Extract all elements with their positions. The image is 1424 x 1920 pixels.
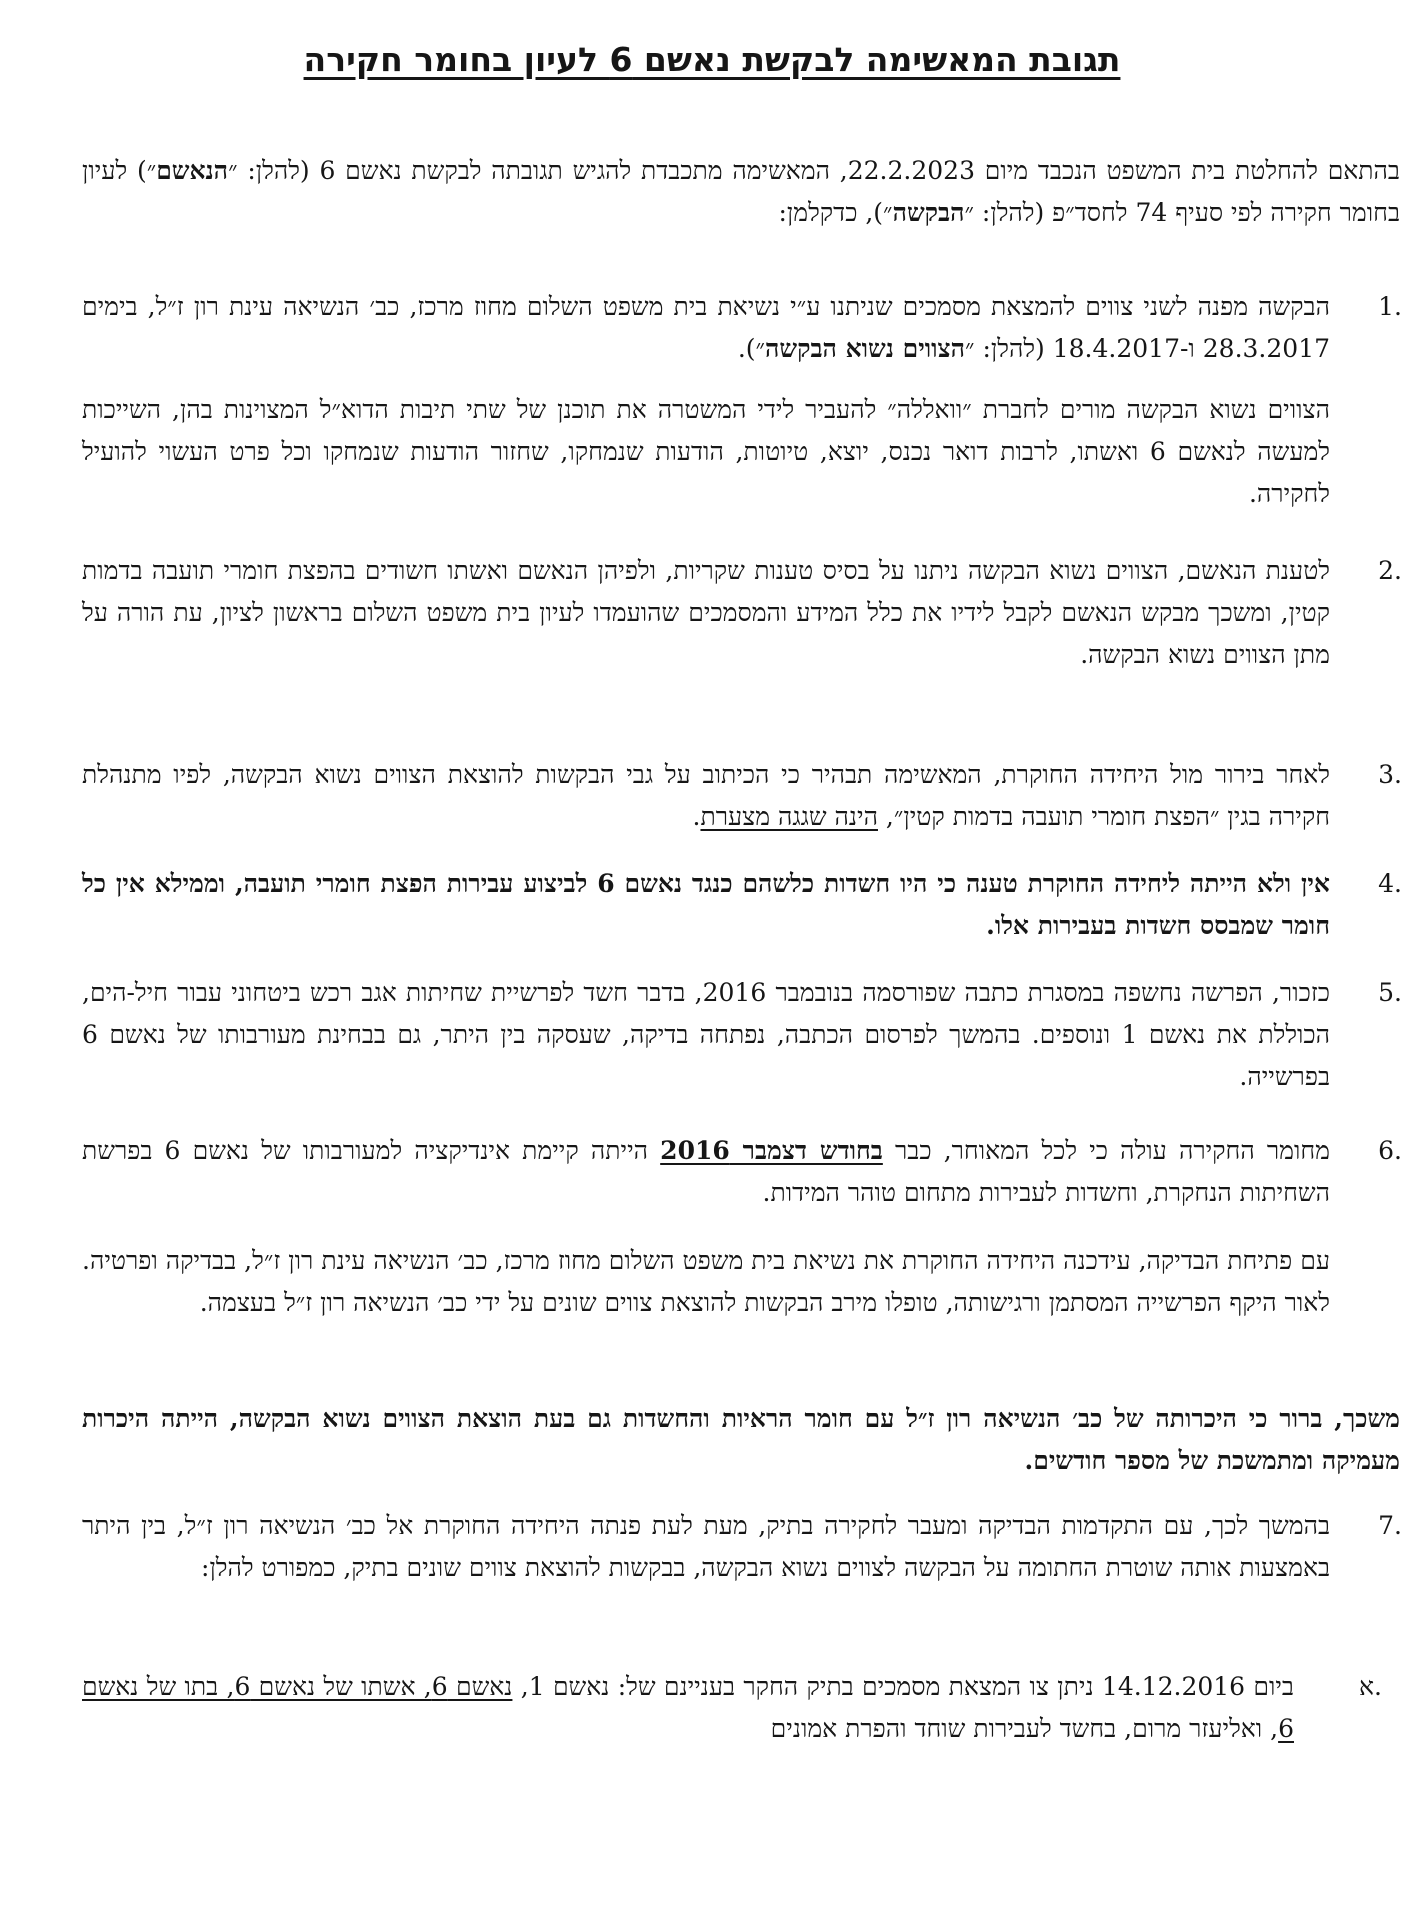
item-number: 5. (1378, 978, 1402, 1007)
section-item-1 (82, 286, 1400, 370)
item-6-continuation-1: עם פתיחת הבדיקה, עידכנה היחידה החוקרת את נשיאת בית משפט השלום מחוז מרכז, כב׳ הנשיאה עינת רון ז״ל, בבדיקה ופרטיה. לאור היקף הפרשייה המסתמן ורגישותה, טופלו מירב הבקשות להוצאת צווים שונים על ידי כב׳ הנשיאה רון ז״ל בעצמה. (82, 1246, 1330, 1317)
intro-defined-term-1: הנאשם (156, 156, 229, 185)
section-item-4 (82, 863, 1400, 947)
item-1-text-1: הבקשה מפנה לשני צווים להמצאת מסמכים שניתנו ע״י נשיאת בית משפט השלום מחוז מרכז, כב׳ הנשיאה עינת רון ז״ל, בימים 28.3.2017 ו-18.4.2017 (להלן: ״ (82, 292, 1330, 363)
item-1-defined-term: הצווים נשוא הבקשה (765, 334, 966, 363)
item-text: כזכור, הפרשה נחשפה במסגרת כתבה שפורסמה בנובמבר 2016, בדבר חשד לפרשיית שחיתות אגב רכש ביטחוני עבור חיל-הים, הכוללת את נאשם 1 ונוספים. בהמשך לפרסום הכתבה, נפתחה בדיקה, שעסקה בין היתר, גם בבחינת מעורבותו של נאשם 6 בפרשייה. (82, 978, 1331, 1091)
item-6-continuation-2: משכך, ברור כי היכרותה של כב׳ הנשיאה רון ז״ל עם חומר הראיות והחשדות גם בעת הוצאת הצווים נשוא הבקשה, הייתה היכרות מעמיקה ומתמשכת של מספר חודשים. (82, 1404, 1400, 1475)
item-6-emphasis: בחודש דצמבר 2016 (660, 1136, 883, 1165)
sub-item-text (82, 1666, 1294, 1750)
intro-defined-term-2: הבקשה (892, 198, 965, 227)
section-item-3 (82, 754, 1400, 838)
section-item-7 (82, 1505, 1400, 1589)
item-3-underlined-text: הינה שגגה מצערת (700, 802, 878, 831)
sub-a-text-2: , ואליעזר מרום, בחשד לעבירות שוחד והפרת אמונים (770, 1714, 1279, 1743)
sub-a-text-1: ביום 14.12.2016 ניתן צו המצאת מסמכים בתיק החקר בעניינם של: נאשם 1, (512, 1672, 1294, 1701)
item-6-text-1: מחומר החקירה עולה כי לכל המאוחר, כבר (882, 1136, 1330, 1165)
section-item-2 (82, 550, 1400, 676)
sub-item-a (82, 1666, 1400, 1750)
item-number: 2. (1378, 556, 1402, 585)
sub-a-underlined: נאשם 6, אשתו של נאשם 6, בתו של נאשם 6 (82, 1672, 1294, 1743)
intro-text-3: ״), כדקלמן: (778, 198, 893, 227)
item-text (82, 1130, 1330, 1214)
item-3-text-1: לאחר בירור מול היחידה החוקרת, המאשימה תבהיר כי הכיתוב על גבי הבקשות להוצאת הצווים נשוא הבקשה, לפיו מתנהלת חקירה בגין ״הפצת חומרי תועבה בדמות קטין״, (82, 760, 1330, 831)
item-text: לטענת הנאשם, הצווים נשוא הבקשה ניתנו על בסיס טענות שקריות, ולפיהן הנאשם ואשתו חשודים בהפצת חומרי תועבה בדמות קטין, ומשכך מבקש הנאשם לקבל לידיו את כלל המידע והמסמכים שהועמדו לעיון בית משפט השלום בראשון לציון, עת הורה על מתן הצווים נשוא הבקשה. (82, 556, 1330, 669)
item-number: 6. (1378, 1136, 1402, 1165)
item-3-text-2: . (692, 802, 701, 831)
intro-text-2: ״) לעיון בחומר חקירה לפי סעיף 74 לחסד״פ (להלן: ״ (82, 156, 1400, 227)
item-1-text-2: ״). (737, 334, 766, 363)
item-6-text-2: הייתה קיימת אינדיקציה למעורבותו של נאשם 6 בפרשת השחיתות הנחקרת, וחשדות לעבירות מתחום טוהר המידות. (82, 1136, 1330, 1207)
sub-item-letter: א. (1359, 1672, 1382, 1701)
item-text (82, 754, 1330, 838)
item-number: 1. (1378, 292, 1402, 321)
intro-text-1: בהתאם להחלטת בית המשפט הנכבד מיום 22.2.2023, המאשימה מתכבדת להגיש תגובתה לבקשת נאשם 6 (להלן: ״ (228, 156, 1400, 185)
item-number: 7. (1378, 1511, 1402, 1540)
item-text: אין ולא הייתה ליחידה החוקרת טענה כי היו חשדות כלשהם כנגד נאשם 6 לביצוע עבירות הפצת חומרי תועבה, וממילא אין כל חומר שמבסס חשדות בעבירות אלו. (82, 869, 1330, 940)
document-title: תגובת המאשימה לבקשת נאשם 6 לעיון בחומר חקירה (303, 40, 1121, 79)
item-text: בהמשך לכך, עם התקדמות הבדיקה ומעבר לחקירה בתיק, מעת לעת פנתה היחידה החוקרת אל כב׳ הנשיאה רון ז״ל, בין היתר באמצעות אותה שוטרת החתומה על הבקשה לצווים נשוא הבקשה, בבקשות להוצאת צווים שונים בתיק, כמפורט להלן: (82, 1511, 1330, 1582)
section-item-5 (82, 972, 1400, 1098)
section-item-6 (82, 1130, 1400, 1214)
item-1-continuation: הצווים נשוא הבקשה מורים לחברת ״וואללה״ להעביר לידי המשטרה את תוכנן של שתי תיבות הדוא״ל המצוינות בהן, השייכות למעשה לנאשם 6 ואשתו, לרבות דואר נכנס, יוצא, טיוטות, הודעות שנמחקו, שחזור הודעות שנמחקו וכל פרט העשוי להועיל לחקירה. (82, 395, 1331, 508)
item-number: 4. (1378, 869, 1402, 898)
intro-paragraph (82, 150, 1400, 234)
item-text (82, 286, 1330, 370)
item-number: 3. (1378, 760, 1402, 789)
